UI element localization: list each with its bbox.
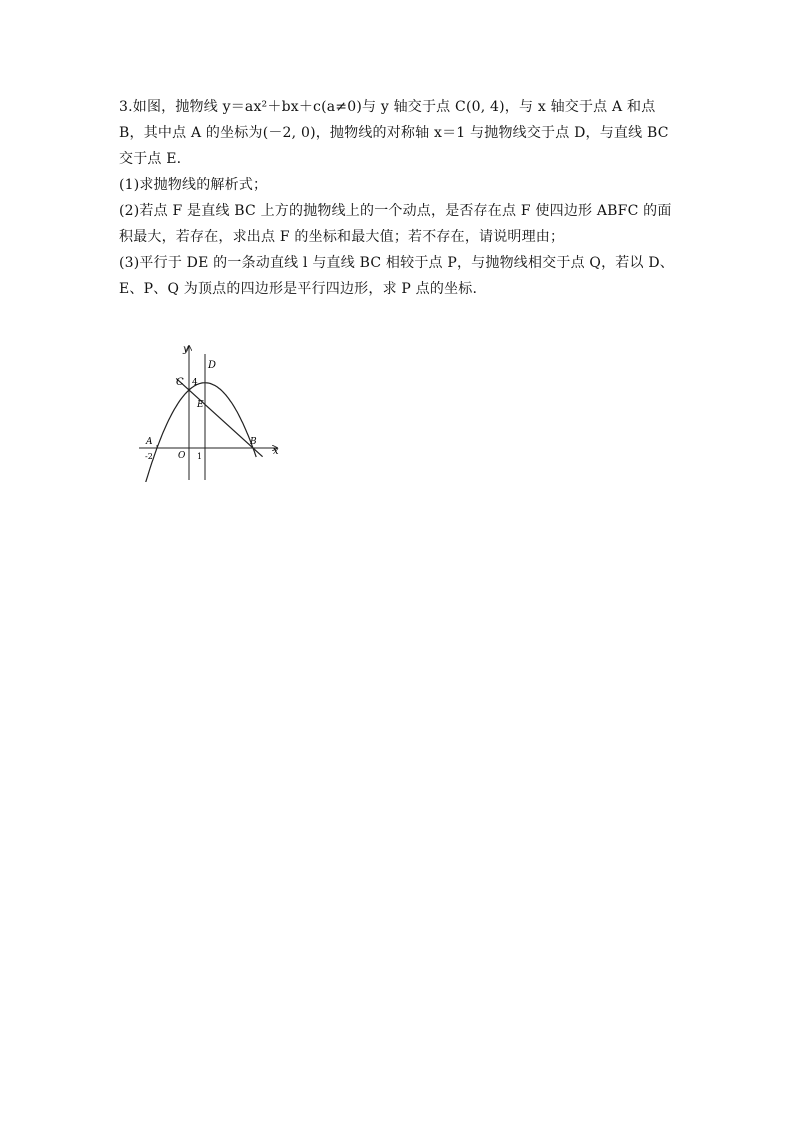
problem-line-3: 交于点 E. (119, 151, 182, 167)
point-b-label: B (250, 437, 257, 447)
problem-text (119, 94, 709, 302)
question-3-line-1: (3)平行于 DE 的一条动直线 l 与直线 BC 相较于点 P，与抛物线相交于点 Q，若以 D、 (119, 255, 674, 271)
y-axis-label: y (183, 344, 189, 355)
x-axis-label: x (273, 446, 279, 457)
question-2-line-1: (2)若点 F 是直线 BC 上方的抛物线上的一个动点，是否存在点 F 使四边形 ABFC 的面 (119, 203, 672, 219)
parabola-curve (144, 383, 256, 482)
question-2-line-2: 积最大，若存在，求出点 F 的坐标和最大值；若不存在，请说明理由； (119, 229, 565, 245)
value-1-label: 1 (197, 452, 203, 461)
point-a-label: A (146, 437, 153, 447)
question-1: (1)求抛物线的解析式； (119, 177, 268, 193)
problem-line-2: B，其中点 A 的坐标为(－2, 0)，抛物线的对称轴 x＝1 与抛物线交于点 D，与直线 BC (119, 125, 669, 141)
value-4-label: 4 (192, 378, 198, 388)
value-neg2-label: -2 (145, 452, 153, 461)
origin-label: O (178, 451, 186, 461)
question-3-line-2: E、P、Q 为顶点的四边形是平行四边形，求 P 点的坐标. (119, 281, 478, 297)
point-e-label: E (197, 400, 204, 410)
parabola-figure (135, 340, 285, 482)
point-d-label: D (208, 360, 217, 371)
problem-line-1: 3.如图，抛物线 y＝ax²＋bx＋c(a≠0)与 y 轴交于点 C(0, 4)，与 x 轴交于点 A 和点 (119, 99, 656, 115)
point-c-label: C (176, 377, 184, 388)
